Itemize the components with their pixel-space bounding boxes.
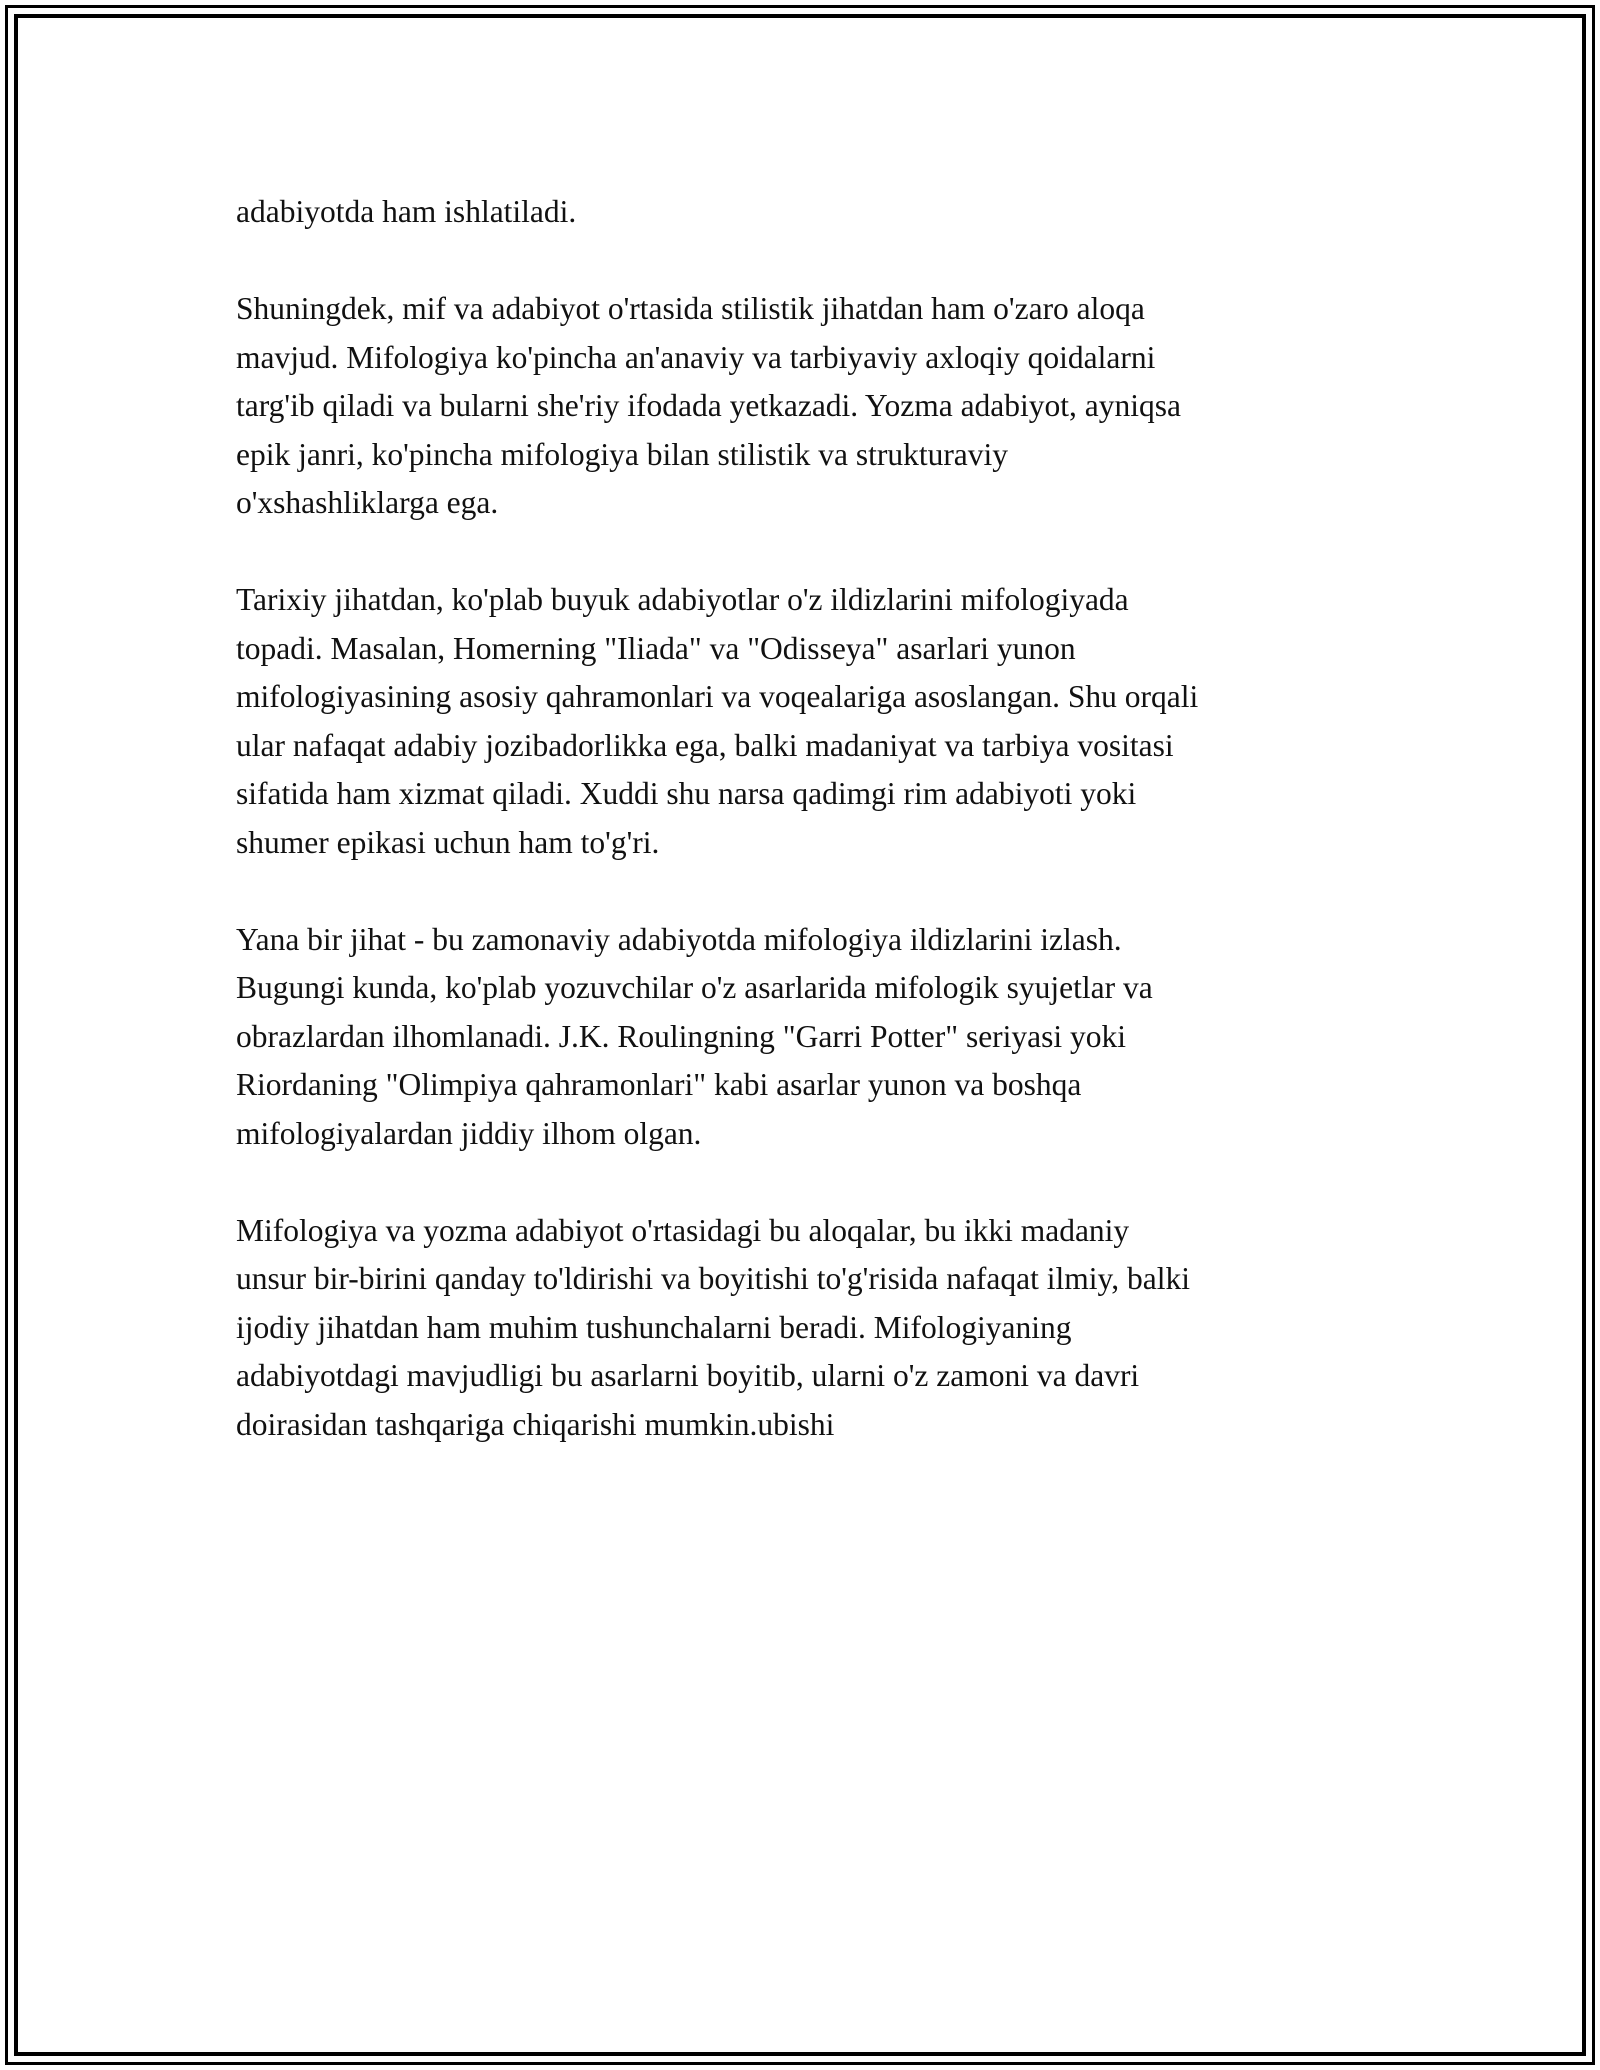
paragraph: adabiyotda ham ishlatiladi. (236, 194, 577, 229)
paragraph: Yana bir jihat - bu zamonaviy adabiyotda mifologiya ildizlarini izlash. Bugungi kunda, ko'plab yozuvchilar o'z asarlarida mifologik syujetlar va obrazlardan ilhomlanadi. J.K. Roulingning "Garri Potter" seriyasi yoki Riordaning "Olimpiya qahramonlari" kabi asarlar yunon va boshqa mifologiyalardan jiddiy ilhom olgan. (236, 921, 1153, 1151)
paragraph: Tarixiy jihatdan, ko'plab buyuk adabiyotlar o'z ildizlarini mifologiyada topadi. Masalan, Homerning "Iliada" va "Odisseya" asarlari yunon mifologiyasining asosiy qahramonlari va voqealariga asoslangan. Shu orqali ular nafaqat adabiy jozibadorlikka ega, balki madaniyat va tarbiya vositasi sifatida ham xizmat qiladi. Xuddi shu narsa qadimgi rim adabiyoti yoki shumer epikasi uchun ham to'g'ri. (236, 582, 1199, 860)
document-body (236, 188, 1366, 1449)
paragraph: Shuningdek, mif va adabiyot o'rtasida stilistik jihatdan ham o'zaro aloqa mavjud. Mifologiya ko'pincha an'anaviy va tarbiyaviy axloqiy qoidalarni targ'ib qiladi va bularni she'riy ifodada yetkazadi. Yozma adabiyot, ayniqsa epik janri, ko'pincha mifologiya bilan stilistik va strukturaviy o'xshashliklarga ega. (236, 291, 1182, 520)
paragraph: Mifologiya va yozma adabiyot o'rtasidagi bu aloqalar, bu ikki madaniy unsur bir-birini qanday to'ldirishi va boyitishi to'g'risida nafaqat ilmiy, balki ijodiy jihatdan ham muhim tushunchalarni beradi. Mifologiyaning adabiyotdagi mavjudligi bu asarlarni boyitib, ularni o'z zamoni va davri doirasidan tashqariga chiqarishi mumkin.ubishi (236, 1212, 1190, 1442)
